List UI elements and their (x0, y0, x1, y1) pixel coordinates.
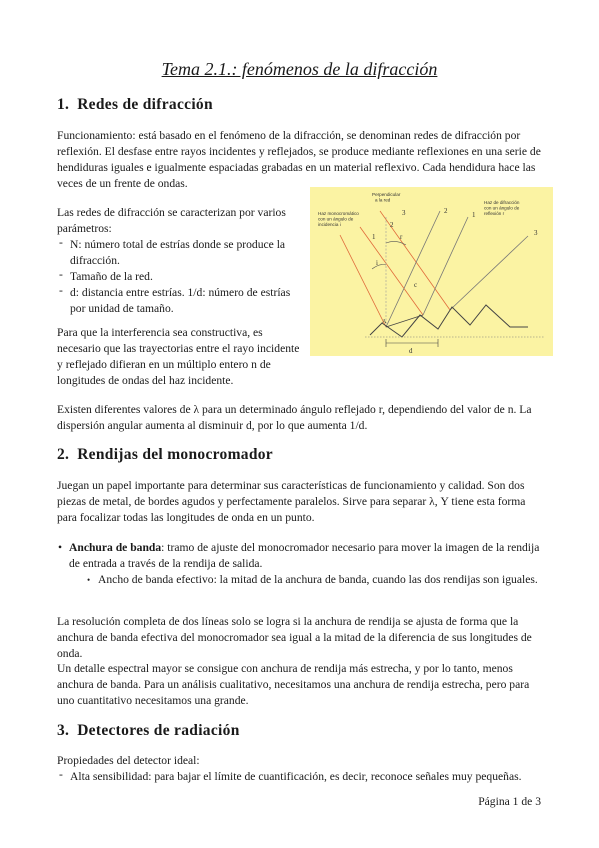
section-title: Rendijas del monocromador (77, 446, 273, 463)
normal-line-label: Perpendicular a la red (372, 192, 401, 203)
bullet-list (57, 540, 541, 588)
list-item: - Alta sensibilidad: para bajar el límite de cuantificación, es decir, reconoce señales muy pequeñas. (57, 769, 541, 785)
page-number: Página 1 de 3 (478, 795, 541, 808)
diffracted-rays (386, 211, 528, 327)
angle-r-label: r (400, 233, 403, 241)
point-a-label: A (382, 319, 387, 325)
page-title: Tema 2.1.: fenómenos de la difracción (161, 59, 438, 79)
section-number: 1. (57, 96, 70, 113)
bandwidth-list-block (57, 540, 541, 588)
paragraph: Juegan un papel importante para determinar sus características de funcionamiento y calidad. Son dos piezas de metal, de bordes agudos y perfectamente paralelos. Sirve para separar λ, Y tiene esta forma para focalizar todas las longitudes de onda en un punto. (57, 479, 526, 524)
ray-number: 1 (372, 233, 376, 241)
term: Anchura de banda (69, 541, 162, 554)
section-title: Detectores de radiación (77, 722, 240, 739)
paragraph: Las redes de difracción se caracterizan por varios parámetros: (57, 206, 286, 235)
paragraph: Funcionamiento: está basado en el fenómeno de la difracción, se denominan redes de difracción por reflexión. El desfase entre rayos incidentes y reflejados, se produce mediante reflexiones en una serie de hendiduras iguales e igualmente espaciadas grabadas en un material reflexivo. Cada hendidura hace las veces de un frente de ondas. (57, 129, 541, 190)
angle-i-arc (372, 265, 386, 270)
paragraph: La resolución completa de dos líneas solo se logra si la anchura de rendija se ajusta de forma que la anchura de banda efectiva del monocromador sea igual a la mitad de la diferencia de sus longitudes de onda. (57, 615, 532, 660)
ray-number: 2 (390, 221, 394, 229)
sub-list-item: • Ancho de banda efectivo: la mitad de la anchura de banda, cuando las dos rendijas son iguales. (69, 572, 541, 588)
side-c-label: c (414, 281, 418, 289)
reflected-beam-label: Haz de difracción con un ángulo de reflexión r (484, 200, 520, 216)
paragraph: Existen diferentes valores de λ para un determinado ángulo reflejado r, dependiendo del valor de n. La dispersión angular aumenta al disminuir d, por lo que aumenta 1/d. (57, 403, 532, 432)
section-heading-1 (57, 96, 213, 114)
angle-i-label: i (376, 259, 378, 267)
parameter-list (57, 237, 307, 317)
section-number: 2. (57, 446, 70, 463)
ray-number: 1 (472, 211, 476, 219)
section-number: 3. (57, 722, 70, 739)
incident-rays (340, 211, 450, 327)
definition: : tramo de ajuste del monocromador necesario para mover la imagen de la rendija de entrada a través de la rendija de salida. (69, 541, 540, 570)
section-heading-3 (57, 722, 240, 740)
detector-properties-block (57, 753, 541, 785)
paragraph: Un detalle espectral mayor se consigue con anchura de rendija más estrecha, y por lo tanto, menos anchura de banda. Para un análisis cualitativo, necesitamos una anchura de rendija estrecha, pero para uno cuantitativo necesitamos una grande. (57, 662, 530, 707)
angle-r-arc (386, 241, 406, 245)
parameters-block (57, 205, 307, 317)
paragraph: Propiedades del detector ideal: (57, 754, 200, 767)
section-title: Redes de difracción (77, 96, 213, 113)
list-item (57, 540, 541, 588)
sub-list (69, 572, 541, 588)
diffraction-grating-figure (310, 187, 553, 356)
ray-number: 2 (444, 207, 448, 215)
d-label: d (409, 347, 413, 355)
list-item: - Tamaño de la red. (57, 269, 307, 285)
paragraph: Para que la interferencia sea constructiva, es necesario que las trayectorias entre el rayo incidente y reflejado difieran en un múltiplo entero n de longitudes de ondas del haz incidente. (57, 326, 300, 387)
list-item: - N: número total de estrías donde se produce la difracción. (57, 237, 307, 269)
ray-number: 3 (402, 209, 406, 217)
path-segment (386, 315, 423, 327)
section-heading-2 (57, 446, 273, 464)
ray-number: 3 (534, 229, 538, 237)
property-list (57, 769, 541, 785)
list-item: - d: distancia entre estrías. 1/d: número de estrías por unidad de tamaño. (57, 285, 307, 317)
incident-beam-label: Haz monocromático con un ángulo de incidencia i (318, 211, 359, 227)
grating-diagram (310, 187, 553, 356)
